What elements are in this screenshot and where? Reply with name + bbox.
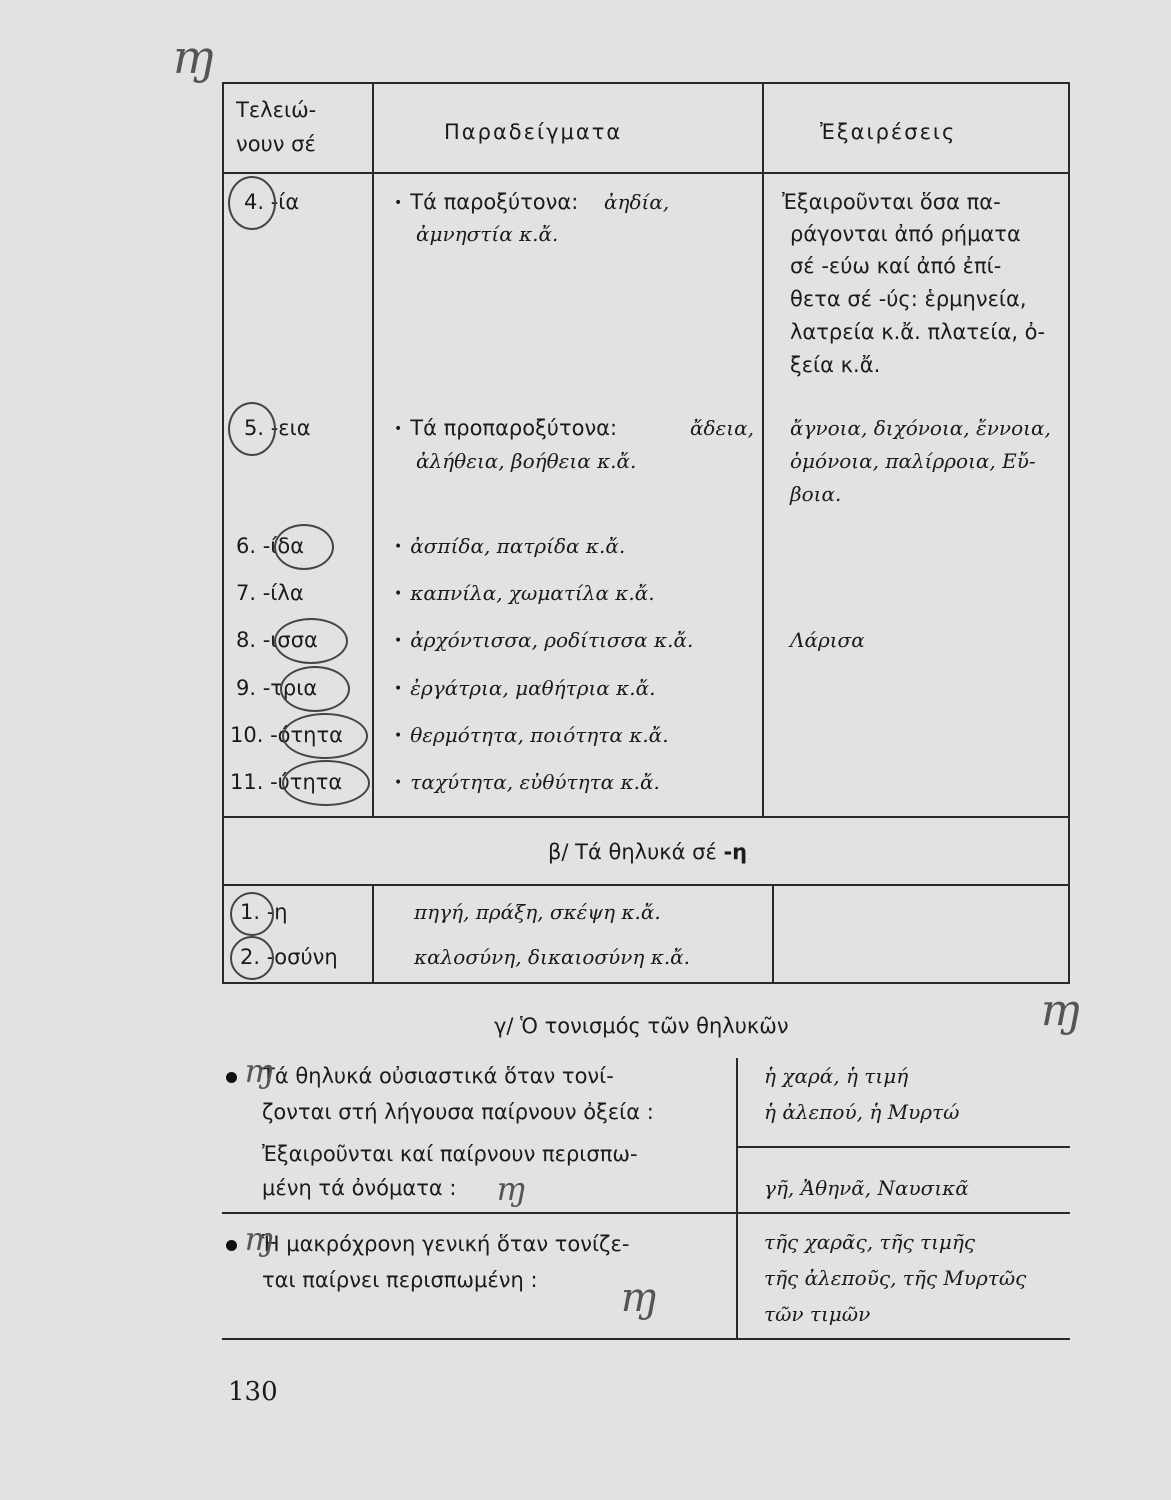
rule1-example: ἡ χαρά, ἡ τιμή (764, 1064, 909, 1088)
exception-line: ἄγνοια, διχόνοια, ἔννοια, (790, 416, 1051, 440)
pencil-mark: ɱ (496, 1170, 527, 1208)
exception-line: ὁμόνοια, παλίρροια, Εὔ- (790, 449, 1036, 473)
section-divider (222, 816, 1070, 818)
ending-9: 9. -τρια (236, 676, 318, 700)
bullet-dot (226, 1072, 237, 1083)
section-b-text: β/ Τά θηλυκά σέ (548, 840, 724, 864)
pencil-circle (228, 176, 276, 230)
column-divider (762, 82, 764, 817)
rule-divider (736, 1146, 1070, 1148)
pencil-mark: ɱ (620, 1275, 658, 1321)
pencil-circle (274, 524, 334, 570)
pencil-circle (230, 936, 274, 980)
exception-line: λατρεία κ.ἄ. πλατεία, ὀ- (790, 320, 1046, 344)
rule1-line: ζονται στή λήγουσα παίρνουν ὀξεία : (262, 1100, 654, 1124)
example-text: ἀμνηστία κ.ἄ. (416, 222, 559, 246)
page-number: 130 (228, 1377, 278, 1407)
example-text: ἄδεια, (690, 416, 754, 440)
column-divider (772, 884, 774, 984)
ending-b1: 1. -η (240, 900, 288, 924)
section-b-heading (548, 836, 747, 868)
example-intro: • Τά παροξύτονα: (394, 186, 578, 221)
pencil-circle (274, 618, 348, 664)
ending-7: 7. -ίλα (236, 581, 304, 605)
ending-b2: 2. -οσύνη (240, 945, 338, 969)
rule2-example: γῆ, Ἀθηνᾶ, Ναυσικᾶ (764, 1176, 969, 1200)
rule1-line: Τά θηλυκά οὐσιαστικά ὅταν τονί- (262, 1064, 614, 1088)
ending-8: 8. -ισσα (236, 628, 318, 652)
section-divider (222, 884, 1070, 886)
example-text: • ἀρχόντισσα, ροδίτισσα κ.ἄ. (394, 624, 693, 659)
example-text: • ἐργάτρια, μαθήτρια κ.ἄ. (394, 672, 656, 707)
pencil-circle (280, 666, 350, 712)
rule-divider (222, 1338, 1070, 1340)
column-divider (372, 884, 374, 984)
bullet-dot (226, 1240, 237, 1251)
exception-line: θετα σέ -ύς: ἑρμηνεία, (790, 287, 1027, 311)
header-divider (222, 172, 1070, 174)
exception-line: ράγονται ἀπό ρήματα (790, 222, 1021, 246)
pencil-mark: ɱ (1040, 985, 1082, 1036)
example-text: ἀλήθεια, βοήθεια κ.ἄ. (416, 449, 637, 473)
example-text: • καπνίλα, χωματίλα κ.ἄ. (394, 577, 655, 612)
example-text: • ταχύτητα, εὐθύτητα κ.ἄ. (394, 766, 660, 801)
header-examples: Παραδείγματα (444, 120, 623, 144)
rule3-example: τῶν τιμῶν (764, 1302, 871, 1326)
rule3-line: ται παίρνει περισπωμένη : (262, 1268, 538, 1292)
column-divider (372, 82, 374, 817)
rule2-line: Ἐξαιροῦνται καί παίρνουν περισπω- (262, 1142, 638, 1166)
example-text: • ἀσπίδα, πατρίδα κ.ἄ. (394, 530, 625, 565)
example-text: ἀηδία, (604, 190, 670, 214)
rule1-example: ἡ ἀλεπού, ἡ Μυρτώ (764, 1100, 960, 1124)
rule3-example: τῆς χαρᾶς, τῆς τιμῆς (764, 1230, 976, 1254)
section-c-title: γ/ Ὁ τονισμός τῶν θηλυκῶν (494, 1014, 789, 1038)
exception-line: Λάρισα (790, 628, 865, 652)
pencil-circle (228, 402, 276, 456)
header-exceptions: Ἐξαιρέσεις (820, 120, 957, 144)
pencil-mark: ɱ (244, 1052, 275, 1090)
rule-column-divider (736, 1058, 738, 1338)
rule-divider (222, 1212, 1070, 1214)
rule3-line: Ἡ μακρόχρονη γενική ὅταν τονίζε- (262, 1232, 630, 1256)
pencil-mark: ɱ (244, 1220, 275, 1258)
exception-line: σέ -εύω καί ἀπό ἐπί- (790, 254, 1002, 278)
example-text: • θερμότητα, ποιότητα κ.ἄ. (394, 719, 669, 754)
ending-5: 5. -εια (244, 416, 311, 440)
rule2-line: μένη τά ὀνόματα : (262, 1176, 457, 1200)
pencil-circle (230, 892, 274, 936)
pencil-circle (282, 713, 368, 759)
header-endings-line2: νουν σέ (236, 132, 316, 156)
example-intro: • Τά προπαροξύτονα: (394, 412, 617, 447)
ending-10: 10. -ότητα (230, 723, 343, 747)
example-text: πηγή, πράξη, σκέψη κ.ἄ. (414, 900, 661, 924)
exception-line: βοια. (790, 482, 842, 506)
ending-11: 11. -ύτητα (230, 770, 343, 794)
exception-line: ξεία κ.ἄ. (790, 353, 881, 377)
ending-4: 4. -ία (244, 190, 300, 214)
example-text: καλοσύνη, δικαιοσύνη κ.ἄ. (414, 945, 691, 969)
exception-line: Ἐξαιροῦνται ὅσα πα- (782, 190, 1001, 214)
pencil-mark: ɱ (172, 30, 216, 84)
rule3-example: τῆς ἀλεποῦς, τῆς Μυρτῶς (764, 1266, 1027, 1290)
pencil-circle (282, 760, 370, 806)
header-endings-line1: Τελειώ- (236, 98, 317, 122)
ending-6: 6. -ίδα (236, 534, 305, 558)
section-b-suffix: -η (723, 840, 748, 864)
